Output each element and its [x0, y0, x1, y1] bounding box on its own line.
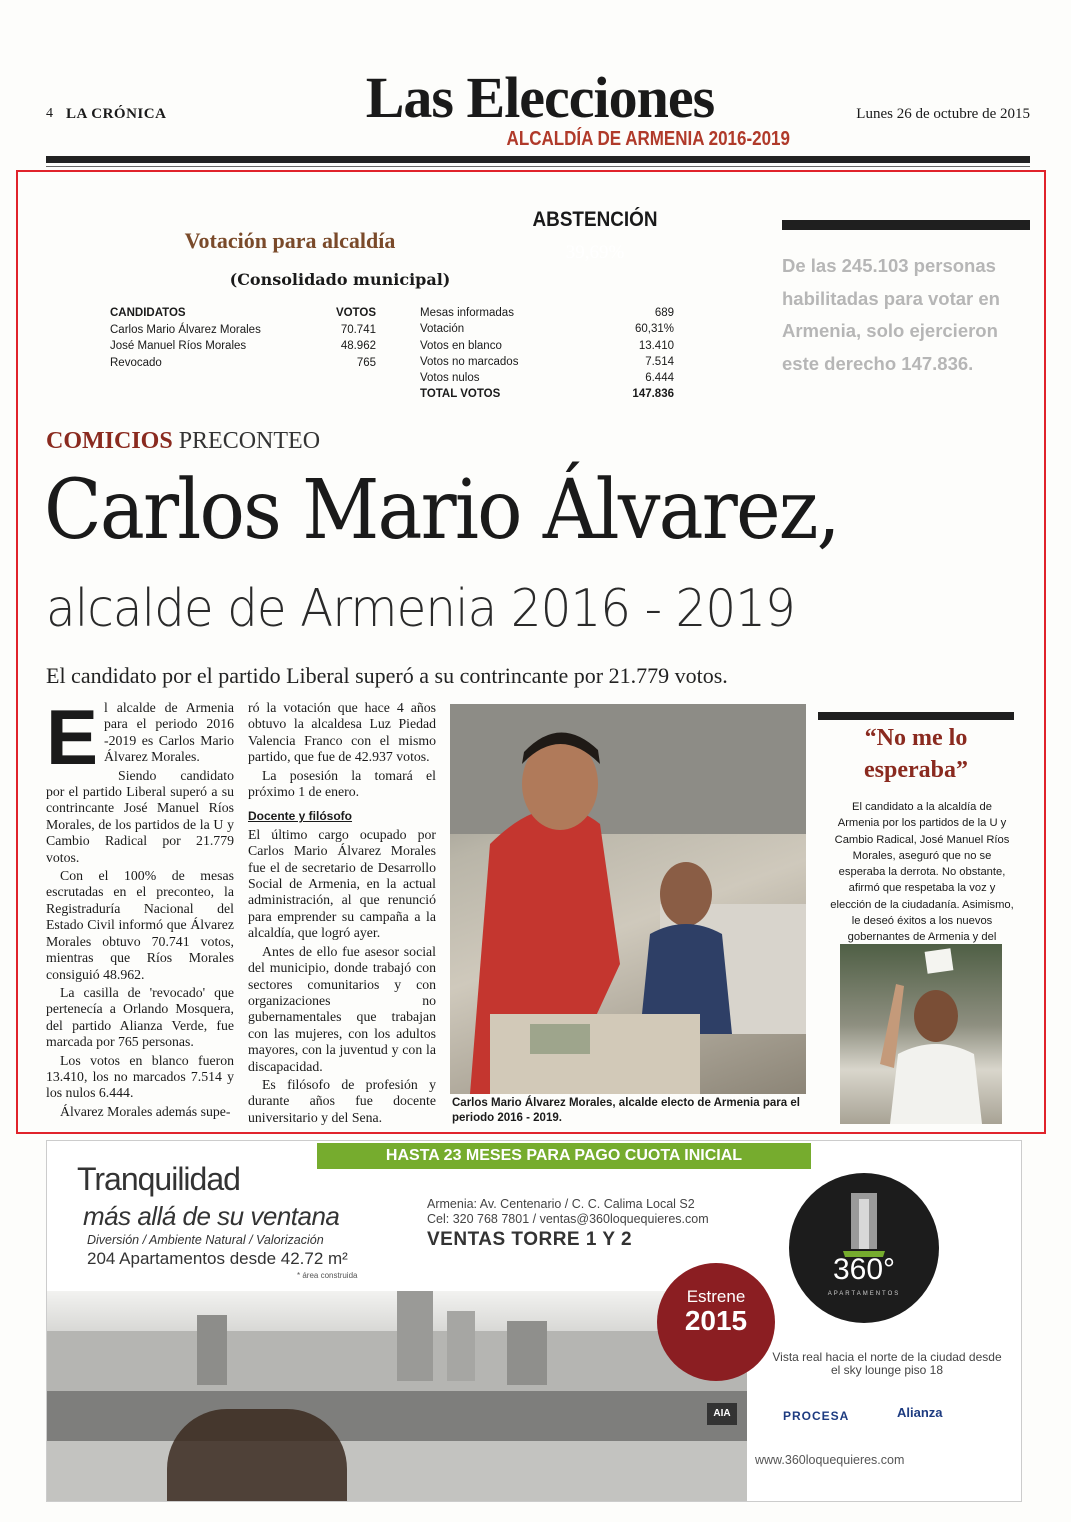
- header-rule: [46, 156, 1030, 163]
- stats-subtitle: (Consolidado municipal): [229, 270, 451, 289]
- paragraph: Álvarez Morales además supe-: [60, 1103, 231, 1119]
- ad-logo: 360°: [832, 1253, 896, 1286]
- ad-banner: HASTA 23 MESES PARA PAGO CUOTA INICIAL: [317, 1143, 811, 1169]
- rival-photo-illustration: [840, 944, 1002, 1124]
- ad-ventas: VENTAS TORRE 1 Y 2: [427, 1229, 633, 1250]
- sponsor-aia: AIA: [707, 1403, 737, 1425]
- sponsor-procesa: PROCESA: [783, 1409, 850, 1423]
- table-row: Votos nulos 6.444: [420, 372, 674, 385]
- paragraph: La casilla de 'revocado' que pertenecía a Orlando Mosquera, del partido Alianza Verde, fue marcada por 765 personas.: [46, 984, 234, 1050]
- paragraph: Siendo candidato por el partido Liberal superó a su contrincante José Manuel Ríos Morales, de los partidos de la U y Cambio Radical por 21.779 votos.: [46, 767, 234, 865]
- results-table: [420, 307, 674, 405]
- candidate-photo: [450, 704, 806, 1094]
- sidebar-rule: [818, 712, 1014, 720]
- ad-city-photo: [47, 1291, 747, 1502]
- table-header: CANDIDATOS VOTOS: [110, 307, 376, 319]
- advertisement: [46, 1140, 1022, 1502]
- paragraph: Con el 100% de mesas escrutadas en el preconteo, la Registraduría Nacional del Estado Civil informó que Álvarez Morales obtuvo 70.741 votos, mientras que Ríos Morales consiguió 48.962.: [46, 868, 234, 982]
- article-column-1: [46, 693, 234, 1122]
- section-subtitle: ALCALDÍA DE ARMENIA 2016-2019: [506, 128, 790, 150]
- stats-title: Votación para alcaldía: [184, 228, 396, 253]
- table-row-total: TOTAL VOTOS 147.836: [420, 388, 674, 401]
- paragraph: Es filósofo de profesión y durante años fue docente universitario y del Sena.: [248, 1076, 436, 1125]
- candidates-table: [110, 307, 376, 373]
- ad-vista: Vista real hacia el norte de la ciudad desde el sky lounge piso 18: [772, 1350, 1002, 1377]
- side-quote: De las 245.103 personas habilitadas para votar en Armenia, solo ejercieron este derecho 147.836.: [782, 255, 1000, 374]
- table-row: José Manuel Ríos Morales 48.962: [110, 340, 376, 352]
- ad-person-silhouette: [167, 1409, 347, 1502]
- ad-estrene: Estrene: [686, 1287, 746, 1306]
- ad-city-illustration: [47, 1291, 747, 1502]
- ad-logo-circle: [789, 1173, 939, 1323]
- rival-photo: [840, 944, 1002, 1124]
- side-quote-rule: [782, 220, 1030, 230]
- ad-year: 2015: [684, 1305, 748, 1336]
- table-row: Mesas informadas 689: [420, 307, 674, 319]
- paragraph: La posesión la tomará el próximo 1 de enero.: [248, 767, 436, 800]
- issue-date: Lunes 26 de octubre de 2015: [856, 106, 1030, 122]
- dropcap: E: [46, 693, 99, 781]
- table-row: Votos en blanco 13.410: [420, 339, 674, 352]
- page-number: 4: [46, 106, 53, 121]
- section-title: Las Elecciones: [365, 65, 715, 130]
- sidebar-title: “No me lo esperaba”: [864, 725, 968, 783]
- ad-apartments: 204 Apartamentos desde 42.72 m²: [87, 1249, 348, 1268]
- newspaper-name: LA CRÓNICA: [66, 106, 167, 122]
- abstention-value: 39,69%: [565, 242, 625, 263]
- paragraph: El último cargo ocupado por Carlos Mario Álvarez Morales fue el de secretario de Desarrollo Social de Armenia, en la actual administración, al que renunció para emprender su campaña a la alcaldía, que logró ayer.: [248, 826, 436, 941]
- photo-caption: Carlos Mario Álvarez Morales, alcalde electo de Armenia para el periodo 2016 - 2019.: [452, 1097, 800, 1124]
- subhead: Docente y filósofo: [248, 809, 353, 824]
- kicker-sub: PRECONTEO: [178, 428, 321, 454]
- table-row: Votación 60,31%: [420, 323, 674, 336]
- ad-title: Tranquilidad: [77, 1161, 240, 1197]
- table-row: Votos no marcados 7.514: [420, 355, 674, 368]
- ad-logo-sub: APARTAMENTOS: [827, 1291, 901, 1297]
- headline-second-line: alcalde de Armenia 2016 - 2019: [46, 579, 795, 639]
- deck: El candidato por el partido Liberal superó a su contrincante por 21.779 votos.: [46, 663, 728, 688]
- abstention-label: ABSTENCIÓN: [532, 208, 658, 231]
- header-rule-thin: [46, 166, 1030, 167]
- headline: Carlos Mario Álvarez,: [44, 463, 839, 558]
- ad-address: Armenia: Av. Centenario / C. C. Calima Local S2 Cel: 320 768 7801 / ventas@360loquequieres.com: [427, 1197, 709, 1226]
- paragraph: ró la votación que hace 4 años obtuvo la alcaldesa Luz Piedad Valencia Franco con el mismo partido, que fue de 42.937 votos.: [248, 700, 436, 765]
- sidebar-body: El candidato a la alcaldía de Armenia por los partidos de la U y Cambio Radical, José Manuel Ríos Morales, aseguró que no se esperaba la derrota. No obstante, afirmó que respetaba la voz y elección de la ciudadanía. Asimismo, le deseó éxitos a los nuevos gobernantes de Armenia y del: [830, 801, 1014, 944]
- paragraph: Los votos en blanco fueron 13.410, los no marcados 7.514 y los nulos 6.444.: [46, 1052, 234, 1101]
- ad-tagline: Diversión / Ambiente Natural / Valorización: [87, 1233, 324, 1247]
- paragraph: Antes de ello fue asesor social del municipio, donde trabajó con sectores comunitarios y con organizaciones no gubernamentales que trabajan con las mujeres, con los adultos mayores, con la juventud y con la discapacidad.: [248, 943, 436, 1074]
- sponsor-alianza: Alianza: [897, 1405, 943, 1420]
- ad-area-note: * área construida: [297, 1271, 358, 1280]
- ad-url[interactable]: www.360loquequieres.com: [755, 1453, 905, 1467]
- kicker-main: COMICIOS: [46, 428, 173, 454]
- candidate-photo-illustration: [450, 704, 806, 1094]
- paragraph: El alcalde de Armenia para el periodo 2016 -2019 es Carlos Mario Álvarez Morales.: [46, 693, 234, 781]
- kicker: [46, 428, 320, 455]
- ad-subtitle: más allá de su ventana: [83, 1201, 340, 1231]
- table-row: Revocado 765: [110, 356, 376, 369]
- article-column-2: [248, 700, 436, 1128]
- table-row: Carlos Mario Álvarez Morales 70.741: [110, 323, 376, 336]
- building-icon: [789, 1173, 939, 1323]
